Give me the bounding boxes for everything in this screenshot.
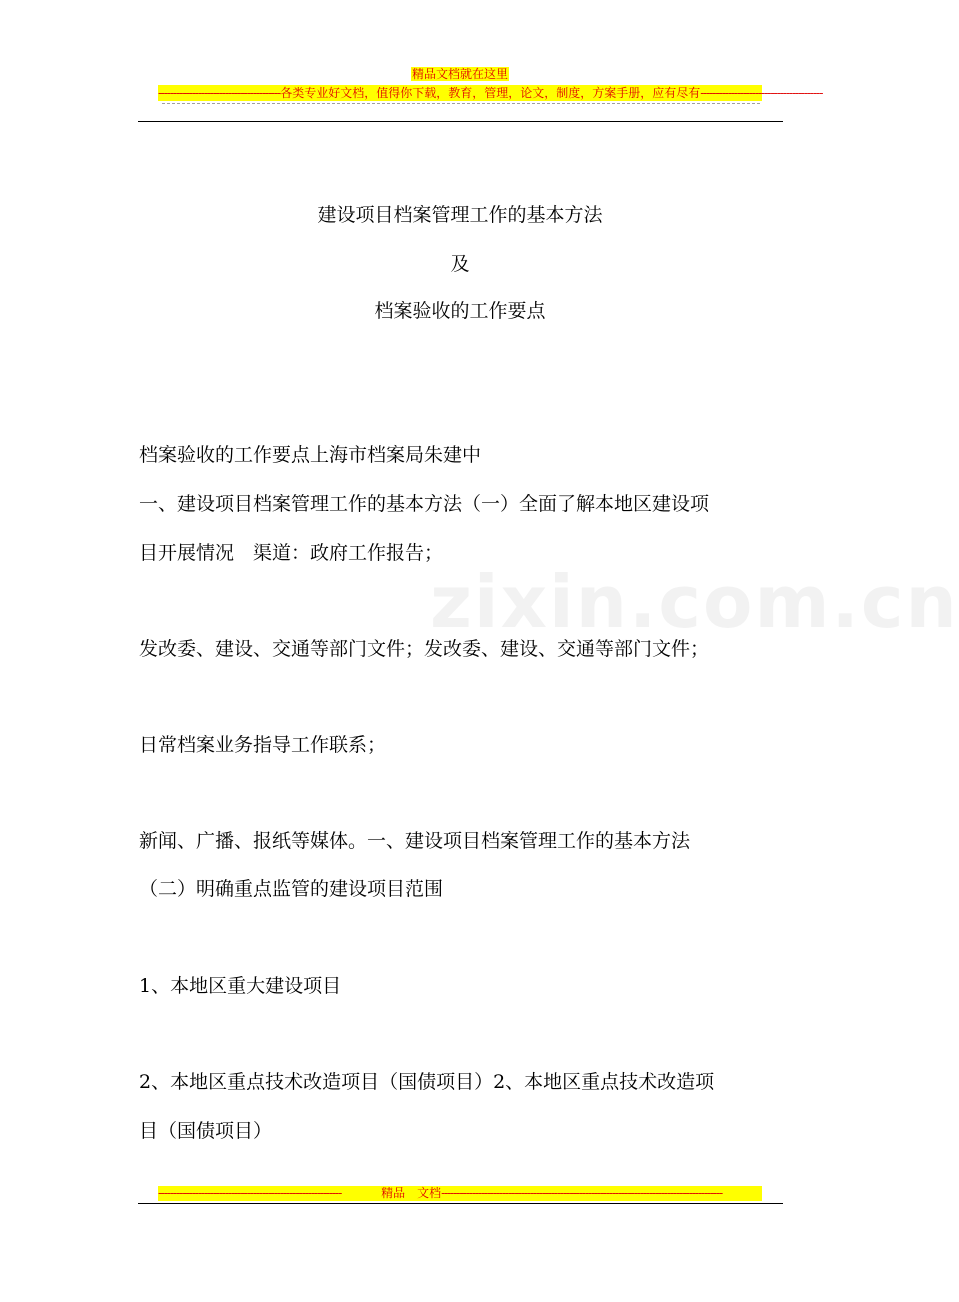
document-title-line2: 及: [450, 253, 470, 275]
paragraph-item-2-line2: 目（国债项目）: [139, 1120, 273, 1142]
paragraph-media-line2: （二）明确重点监管的建设项目范围: [139, 878, 444, 900]
footer-banner: [158, 1186, 762, 1201]
paragraph-item-2-line1: 2、本地区重点技术改造项目（国债项目）2、本地区重点技术改造项: [139, 1071, 715, 1093]
watermark: zixin.com.cn: [430, 560, 959, 644]
header-top-label-text: 精品文档就在这里: [411, 67, 508, 81]
header-banner-dashes-left: ----------------------------------------: [158, 86, 281, 100]
header-top-label: [0, 66, 920, 82]
header-rule: [138, 121, 783, 122]
footer-dashes-left: ------------------------------------------------------------: [158, 1186, 342, 1200]
paragraph-method-1-line2: 目开展情况 渠道：政府工作报告；: [139, 542, 444, 564]
footer-dashes-right: --------------------------------------------------------------------------------------------: [441, 1186, 723, 1200]
header-banner-dashes-right: ----------------------------------------: [700, 86, 823, 100]
header-banner: [158, 85, 823, 101]
document-title-line3: 档案验收的工作要点: [374, 300, 546, 322]
header-banner-text: 各类专业好文档，值得你下载，教育，管理，论文，制度，方案手册，应有尽有: [280, 86, 701, 100]
footer-rule: [138, 1203, 783, 1204]
header-dashed-divider: [162, 103, 760, 114]
footer-label: 精品 文档: [381, 1186, 442, 1200]
paragraph-media-line1: 新闻、广播、报纸等媒体。一、建设项目档案管理工作的基本方法: [139, 830, 691, 852]
paragraph-channels-daily: 日常档案业务指导工作联系；: [139, 734, 387, 756]
paragraph-method-1-line1: 一、建设项目档案管理工作的基本方法（一）全面了解本地区建设项: [139, 493, 710, 515]
paragraph-item-1: 1、本地区重大建设项目: [139, 975, 342, 997]
paragraph-channels-docs: 发改委、建设、交通等部门文件；发改委、建设、交通等部门文件；: [139, 638, 710, 660]
document-title-line1: 建设项目档案管理工作的基本方法: [317, 204, 603, 226]
paragraph-author: 档案验收的工作要点上海市档案局朱建中: [139, 444, 482, 466]
